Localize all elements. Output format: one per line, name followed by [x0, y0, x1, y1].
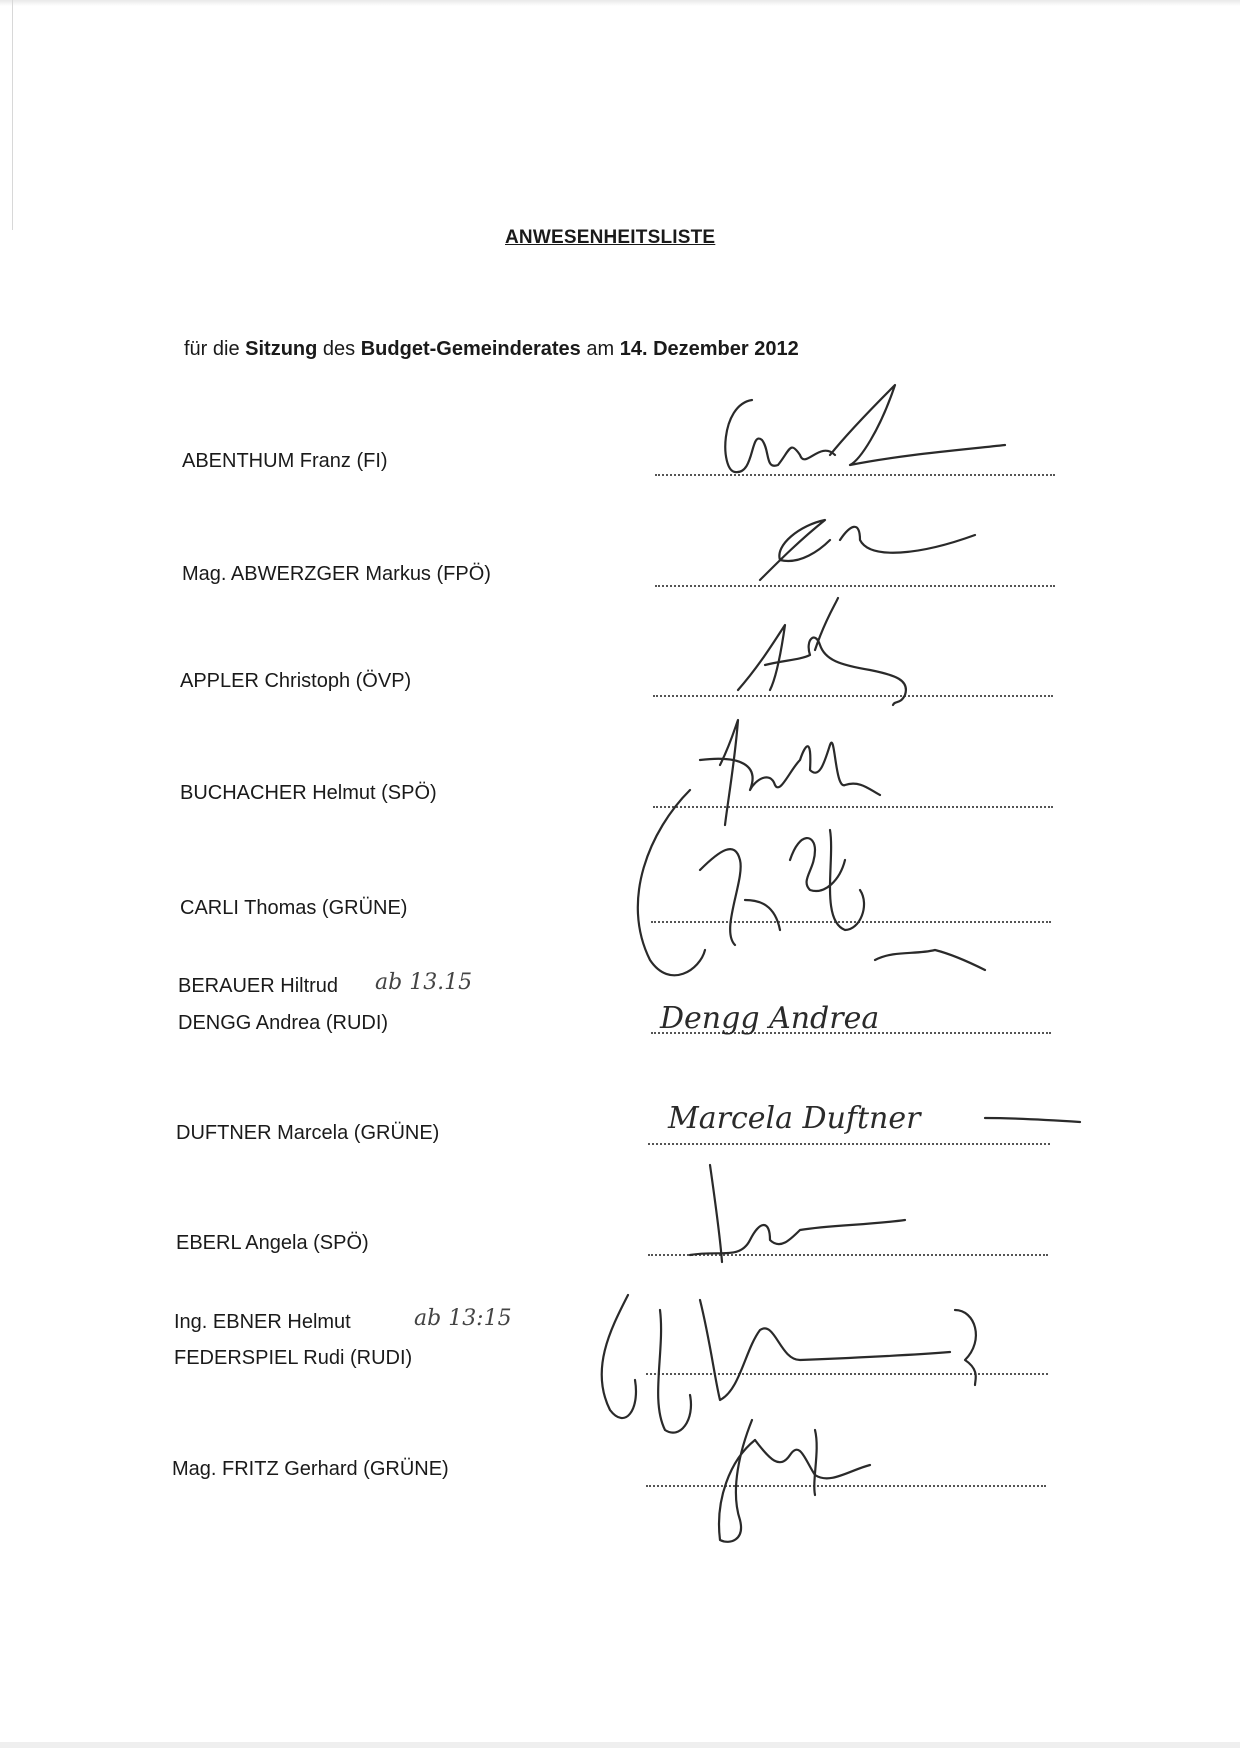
attendee-name: Mag. ABWERZGER Markus (FPÖ) — [182, 563, 491, 585]
attendee-name: Mag. FRITZ Gerhard (GRÜNE) — [172, 1458, 449, 1480]
signature-abwerzger — [760, 520, 975, 580]
signature-line — [655, 585, 1055, 587]
attendee-name: CARLI Thomas (GRÜNE) — [180, 897, 408, 919]
subtitle-part-2: des — [317, 338, 361, 360]
signature-buchacher — [700, 720, 880, 825]
attendee-name: BUCHACHER Helmut (SPÖ) — [180, 782, 437, 804]
signature-line — [651, 921, 1051, 923]
signature-appler — [738, 598, 906, 705]
signature-line — [648, 1143, 1050, 1145]
scan-edge-top — [0, 0, 1240, 6]
signature-eberl — [690, 1165, 905, 1262]
signature-line — [653, 806, 1053, 808]
page-title: ANWESENHEITSLISTE — [505, 227, 716, 248]
signature-line — [653, 695, 1053, 697]
subtitle-part-3: am — [580, 338, 620, 360]
attendee-name: FEDERSPIEL Rudi (RUDI) — [174, 1347, 413, 1369]
subtitle-council: Budget-Gemeinderates — [360, 338, 581, 360]
attendee-name: DENGG Andrea (RUDI) — [178, 1012, 389, 1034]
handwritten-note-berauer: ab 13.15 — [375, 970, 473, 995]
signature-abenthum — [725, 385, 1005, 472]
signature-carli — [638, 790, 985, 975]
attendee-name: ABENTHUM Franz (FI) — [182, 450, 388, 472]
scan-edge-left — [12, 0, 13, 230]
signature-line — [646, 1485, 1046, 1487]
signature-federspiel — [602, 1295, 976, 1433]
handwritten-note-ebner: ab 13:15 — [414, 1306, 512, 1331]
attendee-name: Ing. EBNER Helmut — [174, 1311, 351, 1333]
signature-fritz — [719, 1420, 870, 1542]
signature-line — [651, 1032, 1051, 1034]
signature-line — [648, 1254, 1048, 1256]
signature-dengg-text: Dengg Andrea — [660, 1001, 880, 1036]
subtitle-session: Sitzung — [245, 338, 318, 360]
attendee-name: BERAUER Hiltrud — [178, 975, 339, 997]
scan-edge-bottom — [0, 1742, 1240, 1748]
signature-line — [646, 1373, 1048, 1375]
signature-duftner-text: Marcela Duftner — [668, 1101, 921, 1136]
signature-duftner — [667, 1101, 1080, 1136]
subtitle-part-1: für die — [184, 338, 246, 360]
subtitle-date: 14. Dezember 2012 — [619, 338, 799, 360]
attendee-name: EBERL Angela (SPÖ) — [176, 1232, 369, 1254]
session-subtitle — [184, 338, 799, 361]
signature-line — [655, 474, 1055, 476]
attendee-name: APPLER Christoph (ÖVP) — [180, 670, 412, 692]
attendee-name: DUFTNER Marcela (GRÜNE) — [176, 1122, 440, 1144]
signature-dengg — [659, 1001, 879, 1036]
